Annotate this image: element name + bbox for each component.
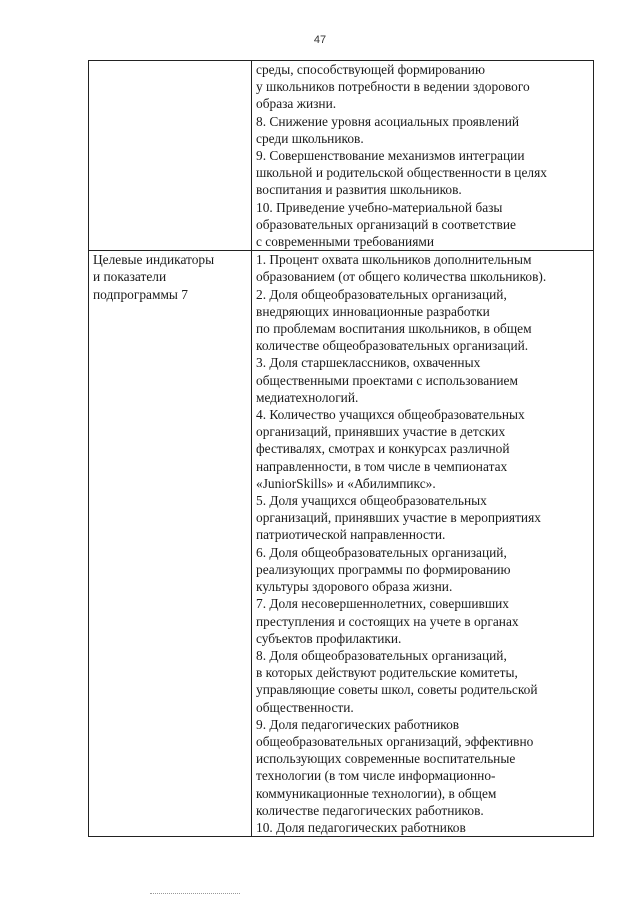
cell-text-line: 6. Доля общеобразовательных организаций, [256, 544, 507, 560]
cell-text-line: у школьников потребности в ведении здорового [256, 79, 530, 95]
cell-text-line: воспитания и развития школьников. [256, 182, 462, 198]
table-row [89, 61, 594, 251]
cell-text-line: фестивалях, смотрах и конкурсах различной [256, 441, 510, 457]
cell-text-line: внедряющих инновационные разработки [256, 303, 490, 319]
row-value-cell [252, 61, 594, 251]
subprogram-table [88, 60, 594, 837]
cell-text-line: 4. Количество учащихся общеобразовательных [256, 407, 525, 423]
cell-text-line: управляющие советы школ, советы родительской [256, 682, 538, 698]
cell-text-line: общественности. [256, 699, 354, 715]
cell-text-line: 9. Совершенствование механизмов интеграции [256, 148, 525, 164]
cell-text-line: образованием (от общего количества школьников). [256, 269, 547, 285]
cell-text-line: подпрограммы 7 [93, 286, 188, 302]
row-value-cell [252, 251, 594, 837]
cell-text-line: «JuniorSkills» и «Абилимпикс». [256, 475, 436, 491]
cell-text-line: 9. Доля педагогических работников [256, 716, 460, 732]
footer-divider [150, 893, 240, 895]
cell-text-line: культуры здорового образа жизни. [256, 579, 453, 595]
cell-text-line: технологии (в том числе информационно- [256, 768, 496, 784]
cell-text-line: школьной и родительской общественности в целях [256, 165, 547, 181]
cell-text-line: по проблемам воспитания школьников, в общем [256, 321, 532, 337]
cell-text-line: 2. Доля общеобразовательных организаций, [256, 286, 507, 302]
cell-text-line: 7. Доля несовершеннолетних, совершивших [256, 596, 509, 612]
cell-text-line: количестве общеобразовательных организаций. [256, 338, 529, 354]
page-number: 47 [313, 34, 327, 46]
cell-text-line: 8. Снижение уровня асоциальных проявлений [256, 113, 520, 129]
cell-text-line: субъектов профилактики. [256, 630, 402, 646]
cell-text-line: и показатели [93, 269, 167, 285]
cell-text-line: образовательных организаций в соответствие [256, 216, 516, 232]
cell-text-line: среди школьников. [256, 130, 364, 146]
cell-text-line: реализующих программы по формированию [256, 561, 511, 577]
cell-text-line: организаций, принявших участие в мероприятиях [256, 510, 541, 526]
cell-text-line: коммуникационные технологии), в общем [256, 785, 497, 801]
cell-text-line: общественными проектами с использованием [256, 372, 518, 388]
cell-text-line: преступления и состоящих на учете в органах [256, 613, 519, 629]
cell-text-line: в которых действуют родительские комитеты, [256, 665, 518, 681]
cell-text-line: 5. Доля учащихся общеобразовательных [256, 493, 487, 509]
cell-text-line: Целевые индикаторы [93, 252, 215, 268]
cell-text-line: использующих современные воспитательные [256, 751, 516, 767]
cell-text-line: среды, способствующей формированию [256, 62, 485, 77]
cell-text-line: 10. Доля педагогических работников [256, 819, 466, 835]
cell-text-line: организаций, принявших участие в детских [256, 424, 506, 440]
cell-text-line: 3. Доля старшеклассников, охваченных [256, 355, 481, 371]
table-row [89, 251, 594, 837]
cell-text-line: 10. Приведение учебно-материальной базы [256, 199, 503, 215]
cell-text-line: патриотической направленности. [256, 527, 446, 543]
cell-text-line: медиатехнологий. [256, 389, 359, 405]
cell-text-line: образа жизни. [256, 96, 337, 112]
row-label-cell [89, 61, 252, 251]
row-label-cell [89, 251, 252, 837]
cell-text-line: с современными требованиями [256, 234, 435, 250]
cell-text-line: общеобразовательных организаций, эффективно [256, 733, 534, 749]
cell-text-line: количестве педагогических работников. [256, 802, 484, 818]
cell-text-line: направленности, в том числе в чемпионатах [256, 458, 508, 474]
cell-text-line: 8. Доля общеобразовательных организаций, [256, 647, 507, 663]
cell-text-line: 1. Процент охвата школьников дополнительным [256, 252, 532, 268]
